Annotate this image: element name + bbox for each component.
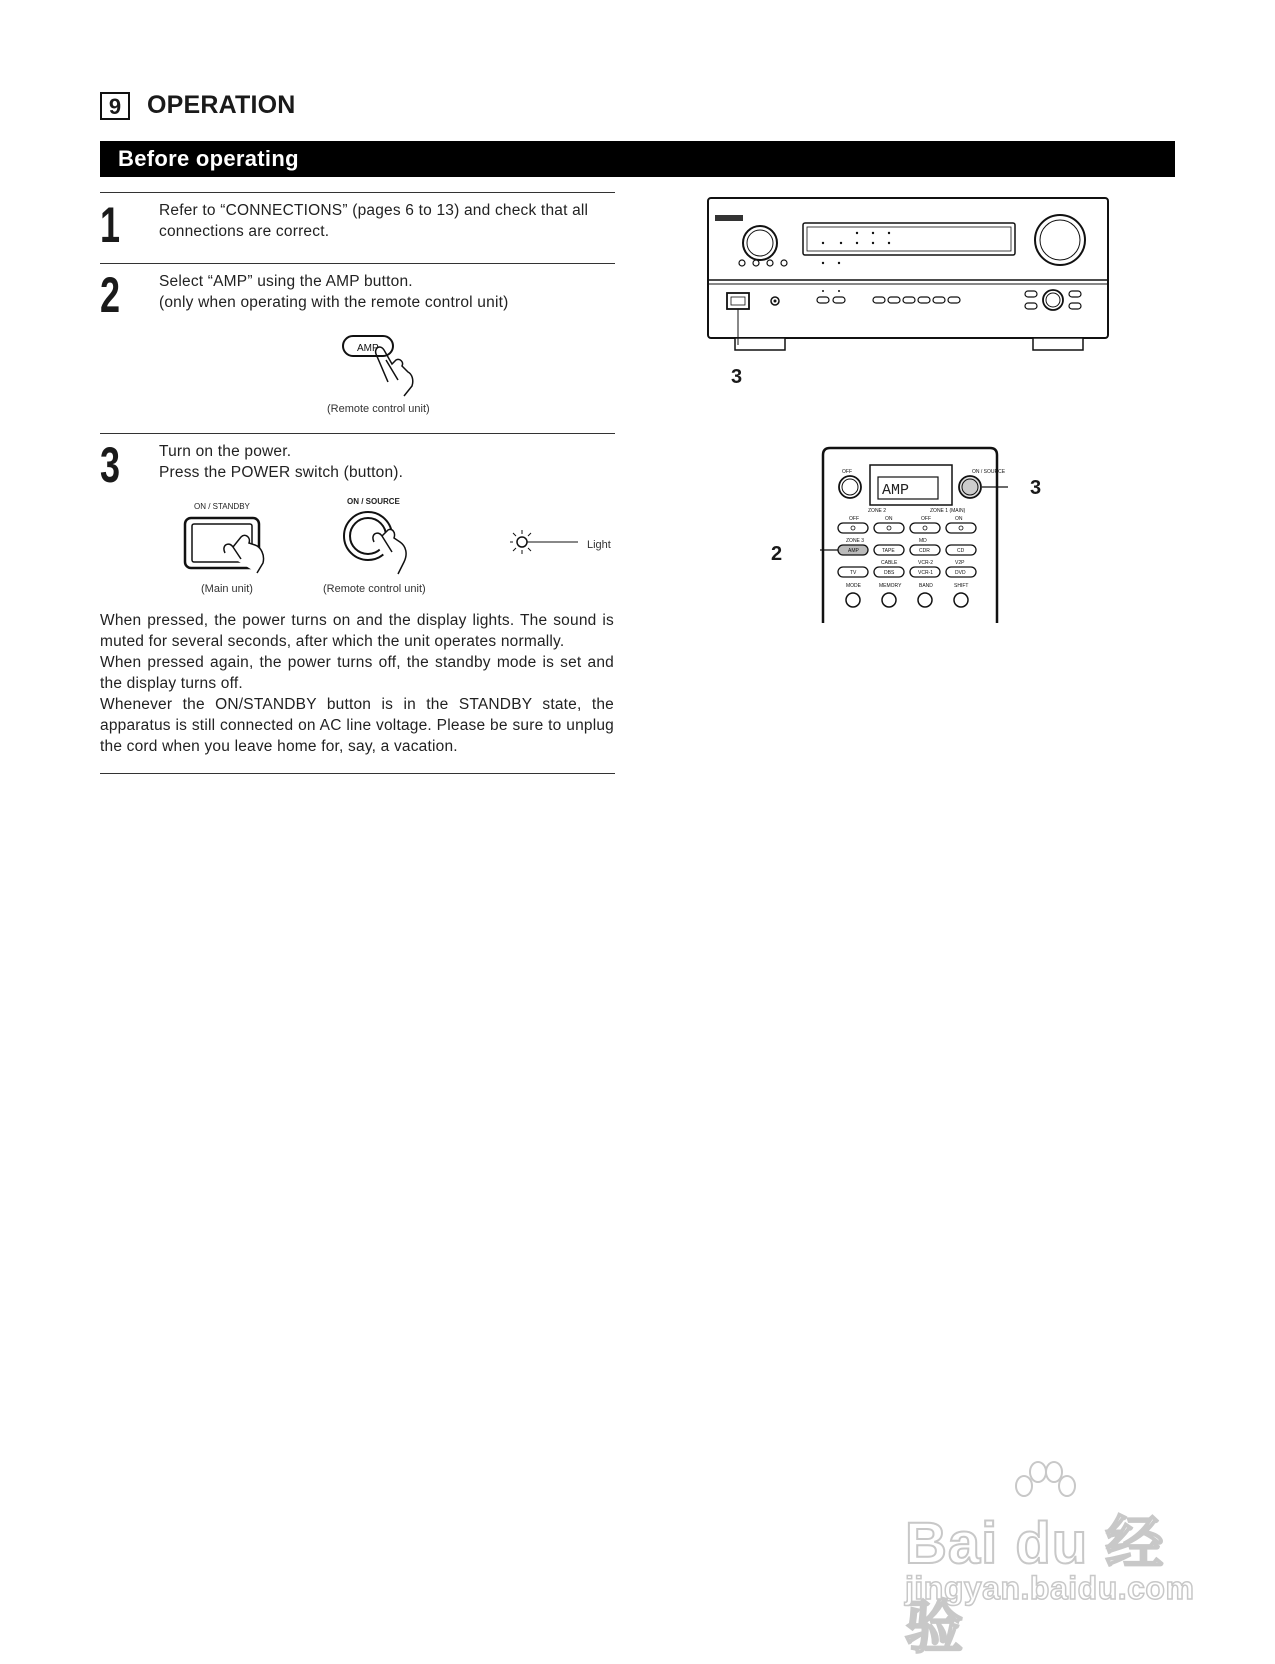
- description-paragraph: When pressed, the power turns on and the display lights. The sound is muted for several seconds, after which the unit operates normally.: [100, 612, 614, 650]
- remote-power-illustration: [340, 508, 440, 580]
- on-source-small-label: ON / SOURCE: [972, 469, 1006, 475]
- shift-label: SHIFT: [954, 583, 969, 589]
- receiver-foot-right: [1033, 338, 1083, 350]
- band-label: BAND: [919, 583, 933, 589]
- step-1-line: connections are correct.: [159, 223, 330, 240]
- zone3-label: ZONE 3: [846, 538, 865, 544]
- remote-figure-caption: (Remote control unit): [323, 583, 426, 595]
- tv-label: TV: [850, 570, 857, 576]
- amp-button-press-illustration: [330, 330, 440, 400]
- step-3-line: Press the POWER switch (button).: [159, 464, 404, 481]
- remote-callout-3: 3: [1030, 477, 1042, 499]
- light-indicator-illustration: [510, 530, 580, 560]
- divider: [100, 192, 615, 193]
- receiver-foot-left: [735, 338, 785, 350]
- remote-lcd-text: AMP: [882, 482, 910, 499]
- remote-callout-2: 2: [771, 543, 783, 565]
- dbs-label: DBS: [884, 570, 895, 576]
- section-number: 9: [100, 92, 130, 120]
- zone1-off-button: [910, 523, 940, 533]
- zone1-off-label: OFF: [921, 516, 931, 522]
- amp-figure-caption: (Remote control unit): [327, 403, 430, 415]
- step-number-3: 3: [100, 437, 121, 493]
- mode-label: MODE: [846, 583, 861, 589]
- step-number-2: 2: [100, 267, 121, 323]
- light-bulb-icon: [517, 537, 527, 547]
- zone1-on-button: [946, 523, 976, 533]
- on-standby-label: ON / STANDBY: [194, 502, 250, 511]
- on-source-label: ON / SOURCE: [347, 497, 400, 506]
- watermark-url: jingyan.baidu.com: [905, 1570, 1195, 1606]
- section-title: OPERATION: [147, 91, 296, 119]
- zone2-on-button: [874, 523, 904, 533]
- step-1-line: Refer to “CONNECTIONS” (pages 6 to 13) and check that all: [159, 202, 589, 219]
- vcr2-label: VCR-2: [918, 560, 934, 566]
- remote-control-illustration: [820, 445, 1010, 625]
- step-1-text: [159, 200, 588, 242]
- step-2-line: (only when operating with the remote control unit): [159, 294, 509, 311]
- watermark-brand: Bai du 经验: [905, 1511, 1165, 1660]
- receiver-callout-3: 3: [731, 366, 743, 388]
- subsection-title: Before operating: [118, 146, 299, 171]
- step-2-line: Select “AMP” using the AMP button.: [159, 273, 413, 290]
- remote-amp-label: AMP: [848, 548, 859, 554]
- description-paragraph: Whenever the ON/STANDBY button is in the STANDBY state, the apparatus is still connected on AC line voltage. Please be sure to unplug the cord when you leave home for, say, a vacation.: [100, 696, 614, 755]
- description-paragraph: When pressed again, the power turns off, the standby mode is set and the display turns off.: [100, 654, 614, 692]
- zone2-label: ZONE 2: [868, 508, 887, 514]
- step-2-text: [159, 271, 508, 313]
- description: [100, 610, 614, 757]
- zone2-off-button: [838, 523, 868, 533]
- zone2-off-label: OFF: [849, 516, 859, 522]
- tape-label: TAPE: [882, 548, 895, 554]
- cd-label: CD: [957, 548, 965, 554]
- off-label: OFF: [842, 469, 852, 475]
- cable-label: CABLE: [881, 560, 898, 566]
- cdr-label: CDR: [919, 548, 930, 554]
- memory-label: MEMORY: [879, 583, 902, 589]
- main-unit-power-illustration: [183, 515, 283, 575]
- zone1-on-label: ON: [955, 516, 963, 522]
- main-unit-caption: (Main unit): [201, 583, 253, 595]
- receiver-front-panel-illustration: [705, 195, 1115, 355]
- step-3-text: [159, 441, 403, 483]
- md-label: MD: [919, 538, 927, 544]
- dvd-label: DVD: [955, 570, 966, 576]
- divider: [100, 773, 615, 774]
- brand-logo: [715, 215, 743, 221]
- zone1-label: ZONE 1 (MAIN): [930, 508, 966, 514]
- divider: [100, 263, 615, 264]
- vcr1-label: VCR-1: [918, 570, 934, 576]
- divider: [100, 433, 615, 434]
- amp-button-label: AMP: [357, 343, 379, 354]
- light-label: Light: [587, 539, 611, 551]
- watermark: [905, 1460, 1205, 1660]
- step-number-1: 1: [100, 197, 121, 253]
- step-3-line: Turn on the power.: [159, 443, 292, 460]
- v2p-label: V2P: [955, 560, 965, 566]
- zone2-on-label: ON: [885, 516, 893, 522]
